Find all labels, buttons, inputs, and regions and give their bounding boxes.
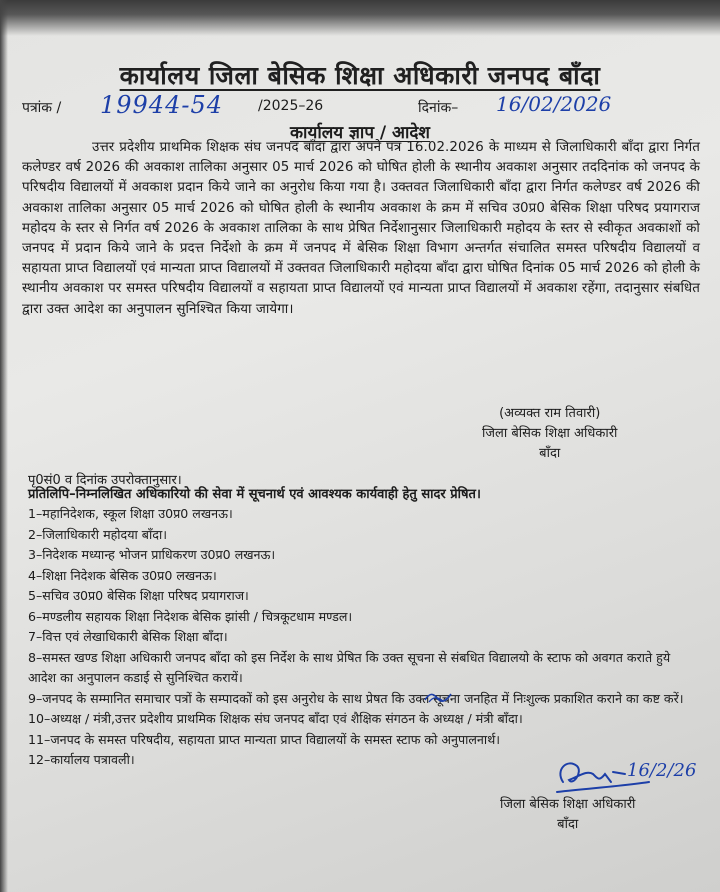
signature-date: 16/2/26: [627, 760, 697, 781]
list-item: 5–सचिव उ0प्र0 बेसिक शिक्षा परिषद प्रयागराज।: [28, 588, 249, 603]
copy-list: [28, 504, 698, 771]
list-item: 9–जनपद के सम्मानित समाचार पत्रों के सम्पादकों को इस अनुरोध के साथ प्रेषत कि उक्त सूचना जनहित में निःशुल्क प्रकाशित कराने का कष्ट करें।: [28, 690, 684, 706]
date-label: दिनांक–: [418, 100, 459, 116]
top-shadow: [0, 0, 720, 36]
list-item: 8–समस्त खण्ड शिक्षा अधिकारी जनपद बाँदा को इस निर्देश के साथ प्रेषित कि उक्त सूचना से संबधित विद्यालयो के स्टाफ को अवगत कराते हुये आदेश का अनुपालन कडाई से सुनिश्चित करायें।: [28, 649, 671, 685]
list-item: 4–शिक्षा निदेशक बेसिक उ0प्र0 लखनऊ।: [28, 567, 217, 583]
ref-number: 19944-54: [100, 91, 223, 119]
bottom-title: जिला बेसिक शिक्षा अधिकारी: [500, 797, 636, 812]
bottom-place: बाँदा: [557, 817, 579, 832]
body-paragraph: उत्तर प्रदेशीय प्राथमिक शिक्षक संघ जनपद बाँदा द्वारा अपने पत्र 16.02.2026 के माध्यम से जिलाधिकारी बाँदा द्वारा निर्गत कलेण्डर वर्ष 2026 की अवकाश तालिका अनुसार 05 मार्च 2026 को घोषित होली के स्थानीय अवकाश अनुसार तददिनांक को जनपद के परिषदीय विद्यालयों में अवकाश प्रदान किये जाने का अनुरोध किया गया है। उक्तवत जिलाधिकारी बाँदा द्वारा निर्गत कलेण्डर वर्ष 2026 की अवकाश तालिका अनुसार 05 मार्च 2026 को घोषित होली के स्थानीय अवकाश के क्रम में सचिव उ0प्र0 बेसिक शिक्षा परिषद प्रयागराज महोदय के स्तर से निर्गत वर्ष 2026 के अवकाश तालिका के साथ प्रेषित निर्देशानुसार जिलाधिकारी महोदय के स्तर से स्वीकृत अवकाशों को जनपद में प्रदान किये जाने के प्रदत्त निर्देशो के क्रम में जनपद में बेसिक शिक्षा विभाग अन्तर्गत संचालित समस्त परिषदीय विद्यालयों व सहायता प्राप्त विद्यालयों एवं मान्यता प्राप्त विद्यालयों में उक्तवत जिलाधिकारी महोदया बाँदा द्वारा घोषित दिनांक 05 मार्च 2026 को होली के स्थानीय अवकाश पर समस्त परिषदीय विद्यालयों व सहायता प्राप्त विद्यालयों एवं मान्यता प्राप्त विद्यालयों में अवकाश रहेंगा, तदानुसार संबधित द्वारा उक्त आदेश का अनुपालन सुनिश्चित किया जायेगा।: [22, 140, 700, 317]
order-heading: कार्यालय ज्ञाप / आदेश: [290, 123, 430, 143]
ref-year: /2025–26: [258, 98, 324, 114]
list-item: 6–मण्डलीय सहायक शिक्षा निदेशक बेसिक झांसी / चित्रकूटधाम मण्डल।: [28, 608, 353, 624]
signatory-name: (अव्यक्त राम तिवारी): [499, 406, 601, 421]
ref-repeat: पृ0सं0 व दिनांक उपरोक्तानुसार।: [28, 473, 182, 488]
signatory-place: बाँदा: [539, 446, 561, 461]
signatory-block: [482, 404, 617, 464]
list-item: 12–कार्यालय पत्रावली।: [28, 752, 135, 767]
copy-heading: प्रतिलिपि–निम्नलिखित अधिकारियो की सेवा में सूचनार्थ एवं आवश्यक कार्यवाही हेतु सादर प्रेषित।: [28, 487, 481, 502]
ink-correction-mark: [423, 688, 453, 704]
date-value: 16/02/2026: [496, 92, 612, 116]
list-item: 1–महानिदेशक, स्कूल शिक्षा उ0प्र0 लखनऊ।: [28, 506, 233, 521]
list-item: 7–वित्त एवं लेखाधिकारी बेसिक शिक्षा बाँदा।: [28, 629, 228, 644]
handwritten-signature: [553, 752, 697, 800]
list-item: 10–अध्यक्ष / मंत्री,उत्तर प्रदेशीय प्राथमिक शिक्षक संघ जनपद बाँदा एवं शैक्षिक संगठन के अध्यक्ष / मंत्री बाँदा।: [28, 711, 523, 726]
ref-label: पत्रांक /: [22, 100, 62, 116]
list-item: 2–जिलाधिकारी महोदया बाँदा।: [28, 526, 167, 542]
office-title: कार्यालय जिला बेसिक शिक्षा अधिकारी जनपद बाँदा: [119, 61, 601, 90]
list-item: 3–निदेशक मध्यान्ह भोजन प्राधिकरण उ0प्र0 लखनऊ।: [28, 547, 276, 562]
list-item: 11–जनपद के समस्त परिषदीय, सहायता प्राप्त मान्यता प्राप्त विद्यालयों के समस्त स्टाफ को अनुपालनार्थ।: [28, 731, 501, 747]
signatory-title: जिला बेसिक शिक्षा अधिकारी: [482, 426, 618, 441]
bottom-signatory-block: [500, 795, 635, 835]
